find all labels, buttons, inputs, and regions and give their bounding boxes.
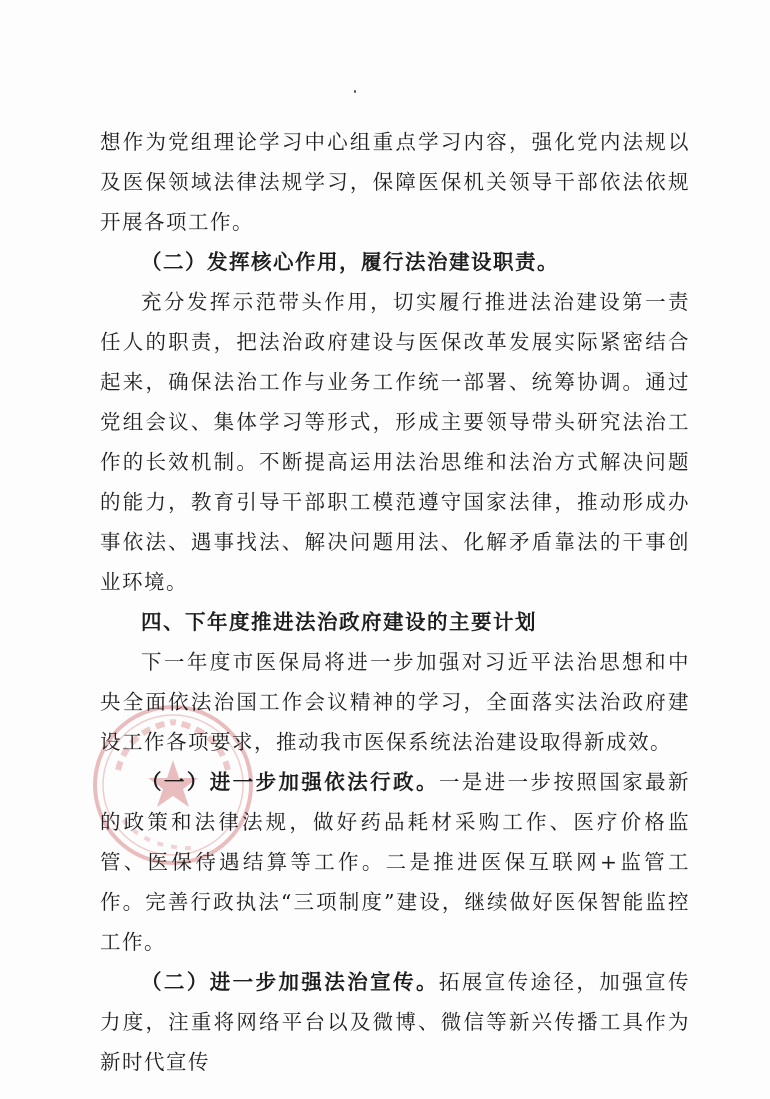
paragraph-administration (100, 762, 690, 962)
paragraph-administration-lead: （一）进一步加强依法行政。 (141, 770, 439, 794)
document-body (100, 122, 690, 1082)
paragraph-publicity-body: 拓展宣传途径，加强宣传力度，注重将网络平台以及微博、微信等新兴传播工具作为新时代宣传 (100, 970, 691, 1074)
subheading-core-role: （二）发挥核心作用，履行法治建设职责。 (141, 250, 559, 274)
paragraph-core-role: 充分发挥示范带头作用，切实履行推进法治建设第一责任人的职责，把法治政府建设与医保改革发展实际紧密结合起来，确保法治工作与业务工作统一部署、统筹协调。通过党组会议、集体学习等形式，形成主要领导带头研究法治工作的长效机制。不断提高运用法治思维和法治方式解决问题的能力，教育引导干部职工模范遵守国家法律，推动形成办事依法、遇事找法、解决问题用法、化解矛盾靠法的干事创业环境。 (100, 290, 690, 594)
scan-speck (354, 90, 356, 93)
section-heading-next-year-plan: 四、下年度推进法治政府建设的主要计划 (141, 610, 537, 634)
paragraph-publicity-lead: （二）进一步加强法治宣传。 (141, 970, 439, 994)
paragraph-continuation: 想作为党组理论学习中心组重点学习内容，强化党内法规以及医保领域法律法规学习，保障医保机关领导干部依法依规开展各项工作。 (100, 130, 690, 234)
paragraph-administration-body: 一是进一步按照国家最新的政策和法律法规，做好药品耗材采购工作、医疗价格监管、医保待遇结算等工作。二是推进医保互联网+监管工作。完善行政执法“三项制度”建设，继续做好医保智能监控工作。 (100, 770, 691, 954)
paragraph-next-year-intro: 下一年度市医保局将进一步加强对习近平法治思想和中央全面依法治国工作会议精神的学习，全面落实法治政府建设工作各项要求，推动我市医保系统法治建设取得新成效。 (100, 650, 690, 754)
paragraph-publicity (100, 962, 690, 1082)
